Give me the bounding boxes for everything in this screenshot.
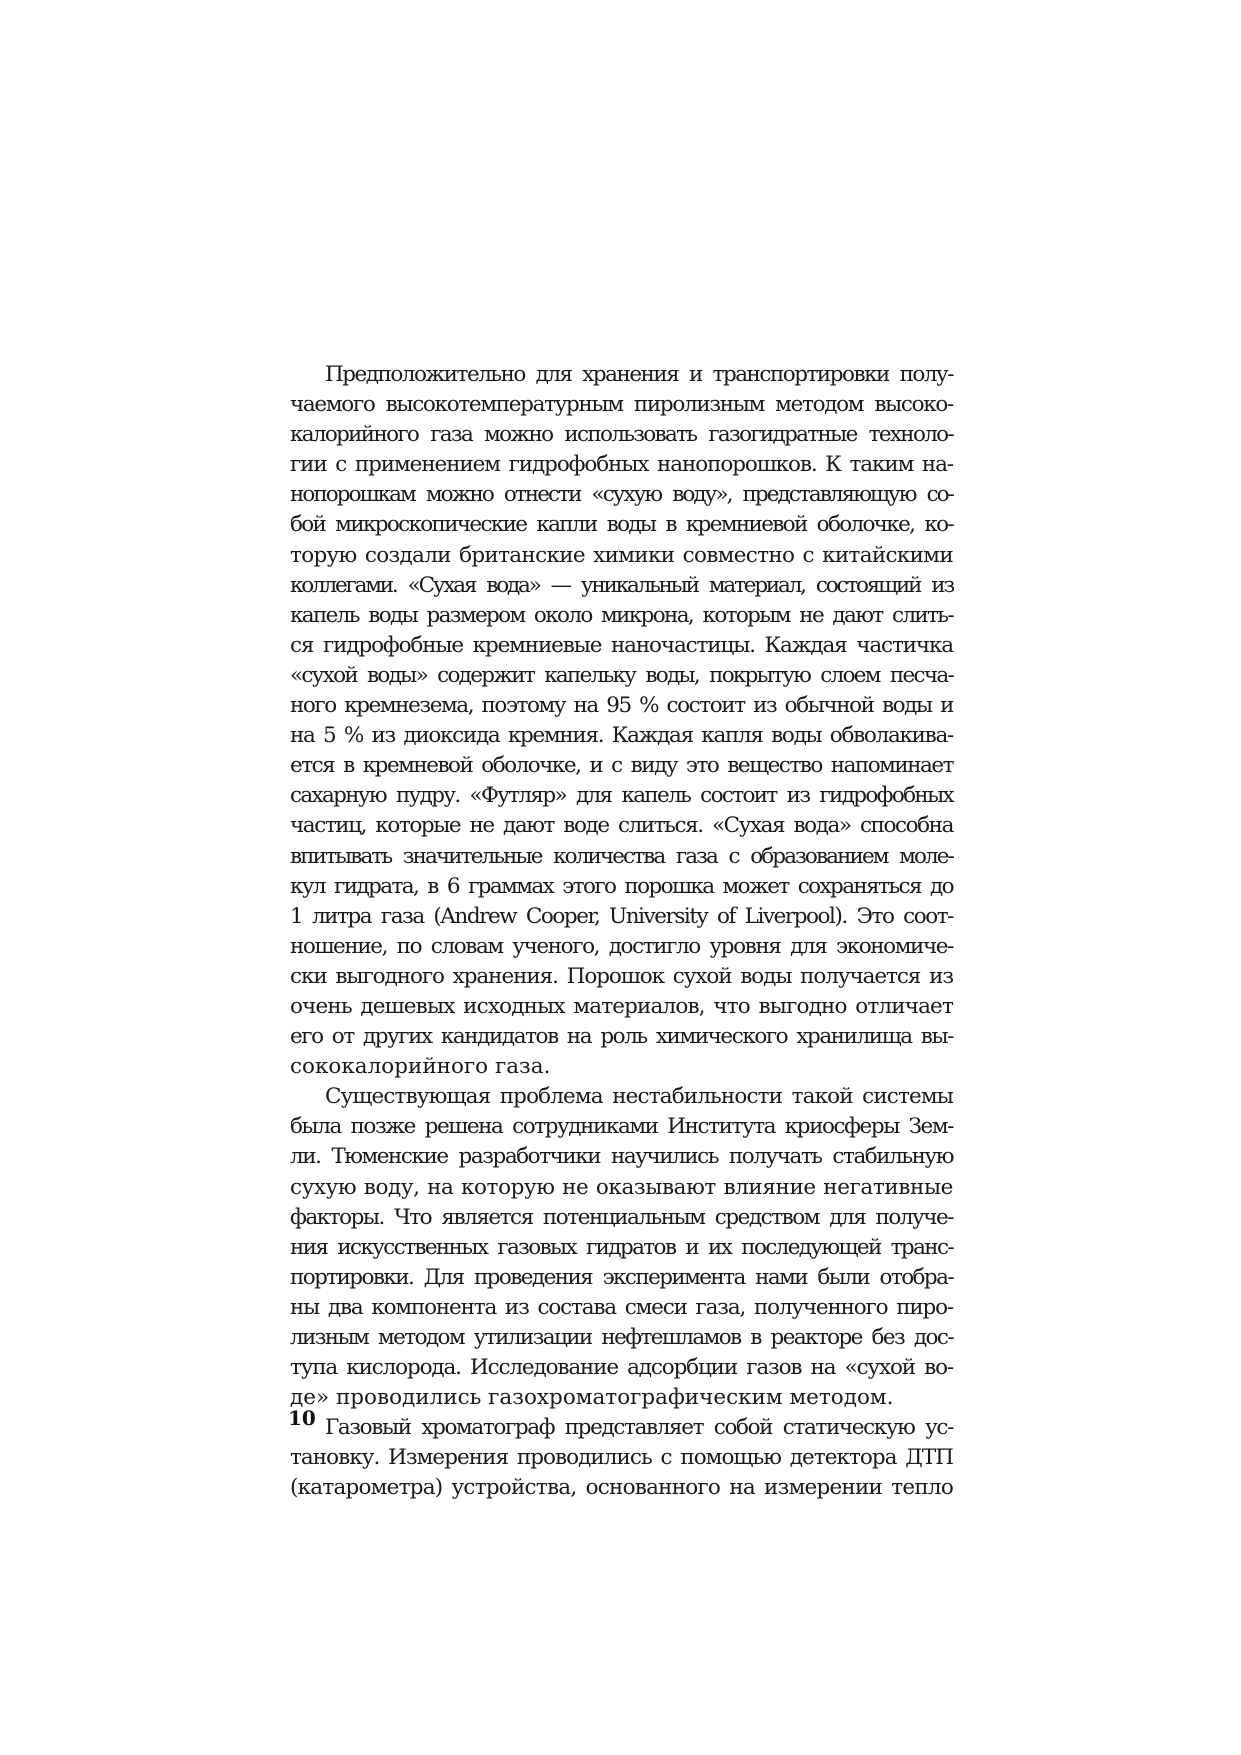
text-line: тупа кислорода. Исследование адсорбции газов на «сухой во- [290, 1355, 953, 1381]
text-line: частиц, которые не дают воде слиться. «Сухая вода» способна [290, 813, 953, 839]
text-line: впитывать значительные количества газа с образованием моле- [290, 843, 953, 869]
text-line: портировки. Для проведения эксперимента нами были отобра- [290, 1264, 953, 1290]
paragraph-3 [290, 1413, 953, 1503]
text-line: была позже решена сотрудниками Института криосферы Зем- [290, 1114, 953, 1140]
text-line: капель воды размером около микрона, которым не дают слить- [290, 602, 953, 628]
text-line: сухую воду, на которую не оказывают влияние негативные [290, 1174, 953, 1200]
text-line: тановку. Измерения проводились с помощью детектора ДТП [290, 1445, 953, 1471]
paragraph-1 [290, 360, 953, 1082]
text-line: чаемого высокотемпературным пиролизным методом высоко- [290, 392, 953, 418]
text-line: (катарометра) устройства, основанного на измерении тепло [290, 1475, 953, 1501]
text-line: ется в кремневой оболочке, и с виду это вещество напоминает [290, 753, 953, 779]
text-line: ного кремнезема, поэтому на 95 % состоит из обычной воды и [290, 693, 953, 719]
text-line: кул гидрата, в 6 граммах этого порошка может сохраняться до [290, 873, 953, 899]
text-line: Существующая проблема нестабильности такой системы [325, 1084, 953, 1110]
text-line: ношение, по словам ученого, достигло уровня для экономиче- [290, 933, 953, 959]
text-line: бой микроскопические капли воды в кремниевой оболочке, ко- [290, 512, 953, 538]
text-line: нопорошкам можно отнести «сухую воду», представляющую со- [290, 482, 953, 508]
text-line: Газовый хроматограф представляет собой статическую ус- [325, 1415, 953, 1441]
text-line: его от других кандидатов на роль химического хранилища вы- [290, 1024, 953, 1050]
body-text [290, 360, 953, 1504]
paragraph-2 [290, 1082, 953, 1413]
text-line: ски выгодного хранения. Порошок сухой воды получается из [290, 963, 953, 989]
text-line: ли. Тюменские разработчики научились получать стабильную [290, 1144, 953, 1170]
text-line: лизным методом утилизации нефтешламов в реакторе без дос- [290, 1325, 953, 1350]
text-line: ся гидрофобные кремниевые наночастицы. Каждая частичка [290, 632, 953, 658]
text-line: сококалорийного газа. [290, 1054, 551, 1080]
text-line: калорийного газа можно использовать газогидратные техноло- [290, 422, 953, 448]
text-line: ны два компонента из состава смеси газа, полученного пиро- [290, 1294, 953, 1320]
text-line: на 5 % из диоксида кремния. Каждая капля воды обволакива- [290, 723, 953, 749]
text-line: гии с применением гидрофобных нанопорошков. К таким на- [290, 452, 953, 478]
text-line: 1 литра газа (Andrew Cooper, University of Liverpool). Это соот- [290, 903, 953, 929]
text-line: де» проводились газохроматографическим методом. [290, 1385, 894, 1411]
text-line: сахарную пудру. «Футляр» для капель состоит из гидрофобных [290, 783, 953, 809]
text-line: ния искусственных газовых гидратов и их последующей транс- [290, 1234, 953, 1260]
text-line: коллегами. «Сухая вода» — уникальный материал, состоящий из [290, 572, 953, 598]
text-line: «сухой воды» содержит капельку воды, покрытую слоем песча- [290, 662, 953, 688]
text-line: факторы. Что является потенциальным средством для получе- [290, 1204, 953, 1230]
page-number: 10 [288, 1406, 316, 1430]
text-line: торую создали британские химики совместно с китайскими [290, 542, 953, 568]
text-line: Предположительно для хранения и транспортировки полу- [325, 362, 953, 387]
text-line: очень дешевых исходных материалов, что выгодно отличает [290, 993, 953, 1019]
